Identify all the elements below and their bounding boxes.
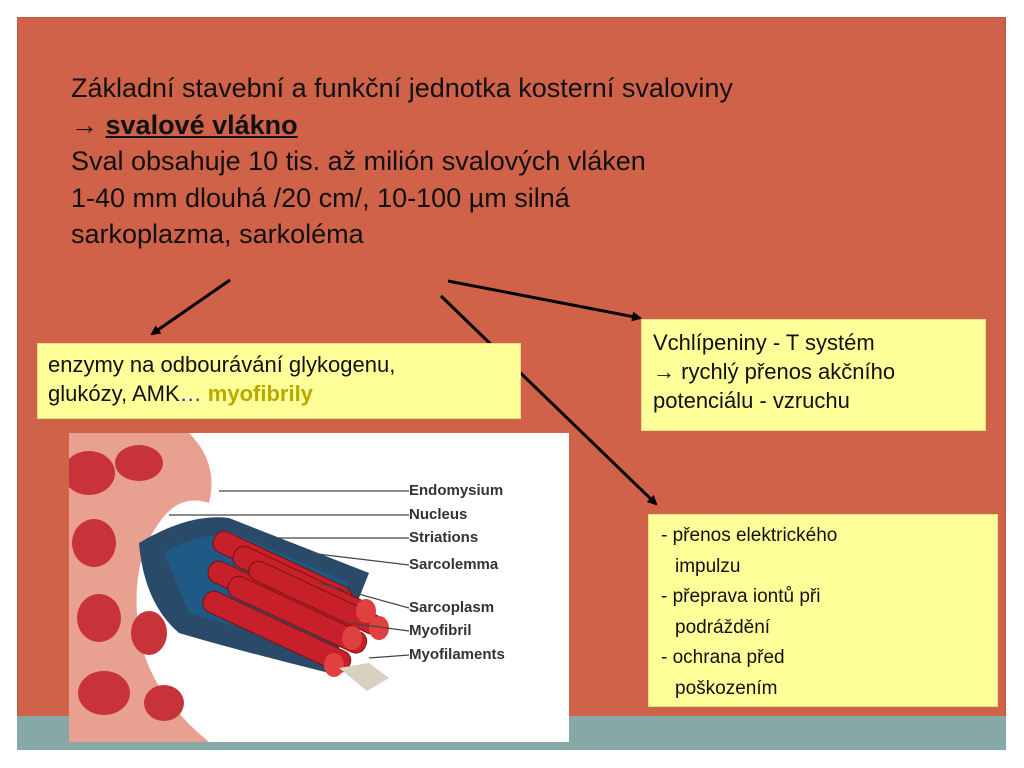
label-nucleus: Nucleus xyxy=(409,506,468,523)
function-item-cont: podráždění xyxy=(675,616,771,638)
tsystem-line-1: Vchlípeniny - T systém xyxy=(653,330,875,355)
function-item-cont: poškozením xyxy=(675,677,778,699)
functions-box xyxy=(648,514,998,707)
function-item: - ochrana před xyxy=(661,647,785,668)
t-system-box xyxy=(641,319,986,431)
muscle-fiber-diagram xyxy=(69,433,569,742)
enzymes-ellipsis: … xyxy=(179,381,208,406)
enzymes-box xyxy=(37,343,521,419)
myofibrils-term: myofibrily xyxy=(207,381,313,406)
enzymes-line-2 xyxy=(48,379,520,408)
main-line-1: Základní stavební a funkční jednotka kosterní svaloviny xyxy=(71,73,733,103)
arrow-to-enzymes xyxy=(152,280,230,334)
main-line-3: Sval obsahuje 10 tis. až milión svalových vláken xyxy=(71,146,646,176)
function-item-cont: impulzu xyxy=(675,555,741,577)
arrow-to-tsystem xyxy=(448,281,640,318)
label-striations: Striations xyxy=(409,529,479,546)
tsystem-line-2: → rychlý přenos akčního xyxy=(653,359,896,384)
main-line-4: 1-40 mm dlouhá /20 cm/, 10-100 µm silná xyxy=(71,182,570,213)
enzymes-text: glukózy, AMK xyxy=(48,381,180,406)
function-item: - přenos elektrického xyxy=(661,525,838,546)
label-sarcoplasm: Sarcoplasm xyxy=(409,599,495,616)
main-line-5: sarkoplazma, sarkoléma xyxy=(71,219,364,249)
label-myofilaments: Myofilaments xyxy=(409,646,505,663)
tsystem-line-3: potenciálu - vzruchu xyxy=(653,388,850,413)
enzymes-line-1: enzymy na odbourávání glykogenu, xyxy=(48,352,396,377)
label-endomysium: Endomysium xyxy=(409,482,504,499)
function-item: - přeprava iontů při xyxy=(661,586,821,607)
muscle-illustration xyxy=(69,433,569,742)
label-myofibril: Myofibril xyxy=(409,622,472,639)
muscle-fiber-term: svalové vlákno xyxy=(105,109,298,140)
arrow-glyph: → xyxy=(71,109,106,140)
label-sarcolemma: Sarcolemma xyxy=(409,556,499,573)
